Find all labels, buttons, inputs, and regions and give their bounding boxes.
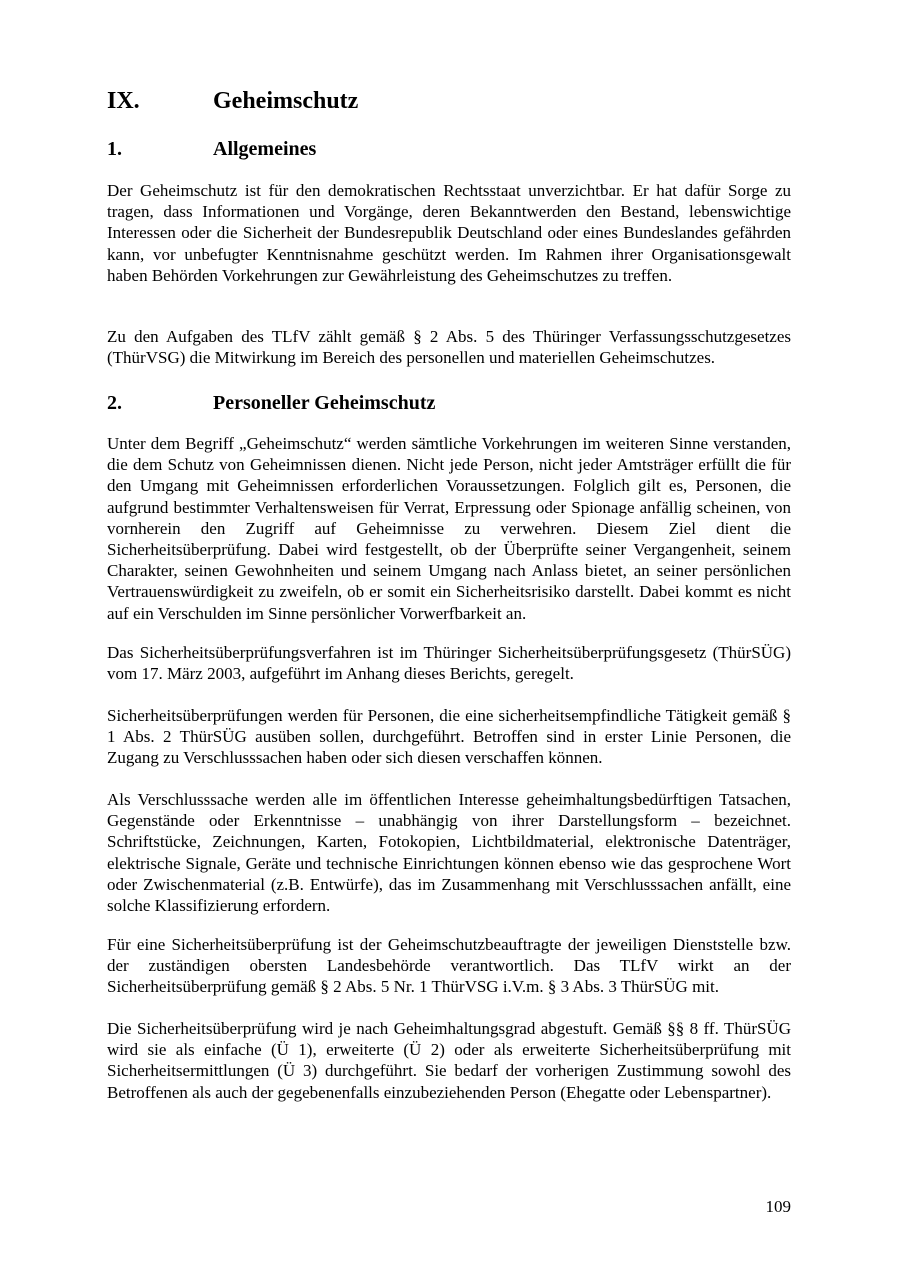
paragraph: Als Verschlusssache werden alle im öffentlichen Interesse geheimhaltungsbedürftigen Tatsachen, Gegenstände oder Erkenntnisse – unabhängig von ihrer Darstellungsform – bezeichnet. Schriftstücke, Zeichnungen, Karten, Fotokopien, Lichtbildmaterial, elektronische Datenträger, elektrische Signale, Geräte und technische Einrichtungen können ebenso wie das gesprochene Wort oder Zwischenmaterial (z.B. Entwürfe), das im Zusammenhang mit Verschlusssachen anfällt, eine solche Klassifizierung erfordern.: [107, 790, 791, 916]
paragraph: Sicherheitsüberprüfungen werden für Personen, die eine sicherheitsempfindliche Tätigkeit gemäß § 1 Abs. 2 ThürSÜG ausüben sollen, durchgeführt. Betroffen sind in erster Linie Personen, die Zugang zu Verschlusssachen haben oder sich diesen verschaffen können.: [107, 706, 791, 768]
section-title: Allgemeines: [213, 138, 317, 160]
section-title: Personeller Geheimschutz: [213, 392, 436, 414]
paragraph: Zu den Aufgaben des TLfV zählt gemäß § 2 Abs. 5 des Thüringer Verfassungsschutzgesetzes (ThürVSG) die Mitwirkung im Bereich des personellen und materiellen Geheimschutzes.: [107, 327, 791, 368]
chapter-title: Geheimschutz: [213, 88, 359, 114]
paragraph: Der Geheimschutz ist für den demokratischen Rechtsstaat unverzichtbar. Er hat dafür Sorge zu tragen, dass Informationen und Vorgänge, deren Bekanntwerden den Bestand, lebenswichtige Interessen oder die Sicherheit der Bundesrepublik Deutschland oder eines Bundeslandes gefährden kann, vor unbefugter Kenntnisnahme geschützt werden. Im Rahmen ihrer Organisationsgewalt haben Behörden Vorkehrungen zur Gewährleistung des Geheimschutzes zu treffen.: [107, 181, 791, 285]
section-heading-personeller-geheimschutz: [107, 391, 435, 415]
chapter-heading: [107, 87, 358, 115]
paragraph: Unter dem Begriff „Geheimschutz“ werden sämtliche Vorkehrungen im weiteren Sinne verstanden, die dem Schutz von Geheimnissen dienen. Nicht jede Person, nicht jeder Amtsträger erfüllt die für den Umgang mit Geheimnissen erforderlichen Voraussetzungen. Folglich gilt es, Personen, die aufgrund bestimmter Verhaltensweisen für Verrat, Erpressung oder Spionage anfällig scheinen, von vornherein den Zugriff auf Geheimnisse zu verwehren. Diesem Ziel dient die Sicherheitsüberprüfung. Dabei wird festgestellt, ob der Überprüfte seiner Vergangenheit, seinem Charakter, seinen Gewohnheiten und seinem Umgang nach Anlass bietet, an seiner persönlichen Vertrauenswürdigkeit zu zweifeln, ob er somit ein Sicherheitsrisiko darstellt. Dabei kommt es nicht auf ein Verschulden im Sinne persönlicher Vorwerfbarkeit an.: [107, 434, 791, 623]
section-heading-allgemeines: [107, 137, 316, 161]
section-number: 2.: [107, 392, 122, 414]
paragraph: Für eine Sicherheitsüberprüfung ist der Geheimschutzbeauftragte der jeweiligen Dienststelle bzw. der zuständigen obersten Landesbehörde verantwortlich. Das TLfV wirkt an der Sicherheitsüberprüfung gemäß § 2 Abs. 5 Nr. 1 ThürVSG i.V.m. § 3 Abs. 3 ThürSÜG mit.: [107, 935, 791, 997]
paragraph: Die Sicherheitsüberprüfung wird je nach Geheimhaltungsgrad abgestuft. Gemäß §§ 8 ff. ThürSÜG wird sie als einfache (Ü 1), erweiterte (Ü 2) oder als erweiterte Sicherheitsüberprüfung mit Sicherheitsermittlungen (Ü 3) durchgeführt. Sie bedarf der vorherigen Zustimmung sowohl des Betroffenen als auch der gegebenenfalls einzubeziehenden Person (Ehegatte oder Lebenspartner).: [107, 1019, 791, 1102]
chapter-number: IX.: [107, 88, 140, 114]
page-number: 109: [765, 1197, 791, 1216]
section-number: 1.: [107, 138, 122, 160]
paragraph: Das Sicherheitsüberprüfungsverfahren ist im Thüringer Sicherheitsüberprüfungsgesetz (ThürSÜG) vom 17. März 2003, aufgeführt im Anhang dieses Berichts, geregelt.: [107, 643, 791, 684]
